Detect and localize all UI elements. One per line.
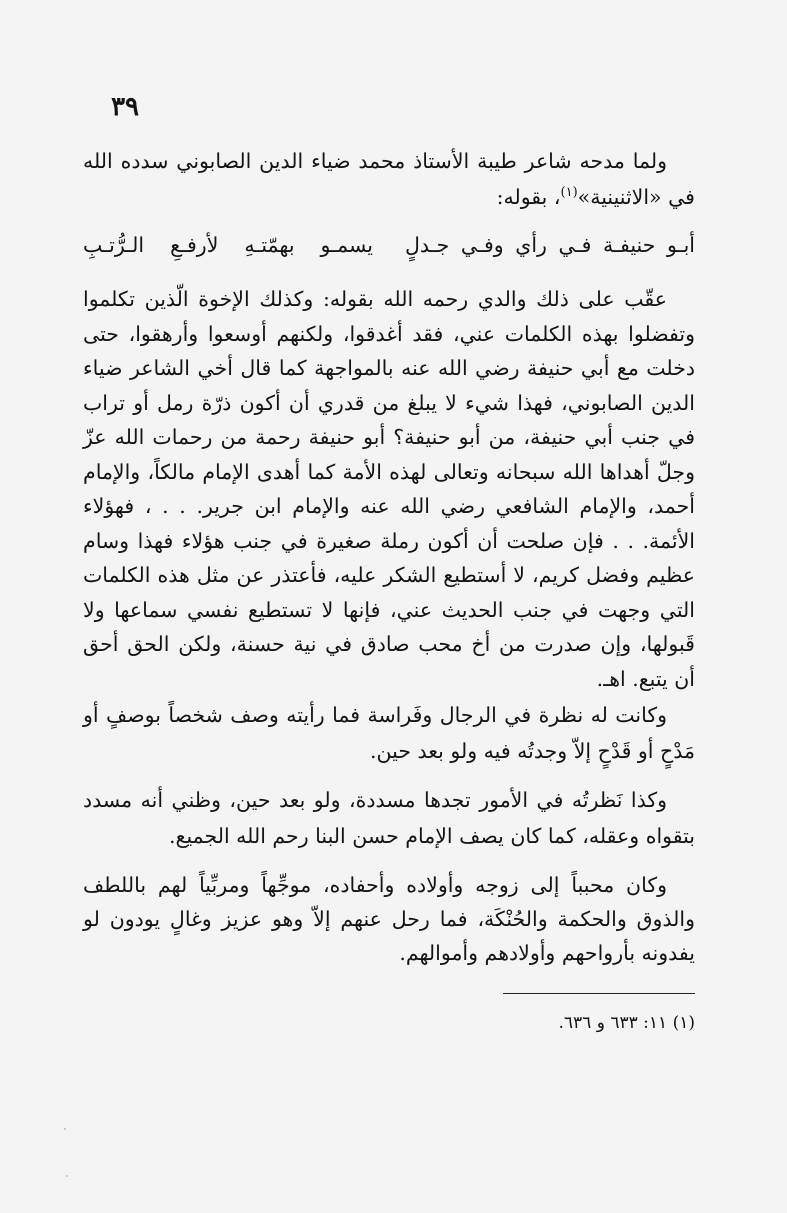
- verse-first-hemistich: أبـو حنيفـة فـي رأي وفـي جـدلٍ: [405, 233, 695, 257]
- page-number: ٣٩: [111, 92, 139, 122]
- footnote-divider: [503, 993, 695, 994]
- footnote-reference: (١): [560, 185, 578, 201]
- footnote: (١) ١١: ٦٣٣ و ٦٣٦.: [558, 1013, 695, 1033]
- intro-paragraph: [83, 143, 695, 215]
- verse-second-hemistich: يسمـو بهمّتـهِ لأرفـعِ الـرُّتـبِ: [83, 233, 373, 257]
- scan-speck: [64, 1128, 66, 1130]
- main-paragraph: عقّب على ذلك والدي رحمه الله بقوله: وكذلك الإخوة الّذين تكلموا وتفضلوا بهذه الكلمات عني، فقد أغدقوا، ولكنهم أوسعوا وأرهقوا، حتى دخلت مع أبي حنيفة رضي الله عنه بالمواجهة كما قال أخي الشاعر ضياء الدين الصابوني، فهذا شيء لا يبلغ من قدري أن أكون ذرّة رمل أو تراب في جنب أبي حنيفة، من أبو حنيفة؟ أبو حنيفة رحمة من رحمات الله عزّ وجلّ أهداها الله سبحانه وتعالى لهذه الأمة كما أهدى الإمام مالكاً، والإمام أحمد، والإمام الشافعي رضي الله عنه والإمام ابن جرير. . . ، فهؤلاء الأئمة. . . فإن صلحت أن أكون رملة صغيرة في جنب هؤلاء فهذا وسام عظيم وفضل كريم، لا أستطيع الشكر عليه، فأعتذر عن مثل هذه الكلمات التي وجهت في جنب الحديث عني، فإنها لا تستطيع نفسي سماعها ولا قَبولها، وإن صدرت من أخ محب صادق في نية حسنة، ولكن الحق أحق أن يتبع. اهـ.: [83, 287, 695, 691]
- insight-paragraph: وكانت له نظرة في الرجال وفَراسة فما رأيته وصف شخصاً بوصفٍ أو مَدْحٍ أو قَدْحٍ إلاّ وجدتُه فيه ولو بعد حين.: [83, 703, 695, 763]
- intro-tail: ، بقوله:: [496, 185, 561, 209]
- family-paragraph: وكان محبباً إلى زوجه وأولاده وأحفاده، موجِّهاً ومربِّياً لهم باللطف والذوق والحكمة والحُنْكَة، فما رحل عنهم إلاّ وهو عزيز وغالٍ يودون لو يفدونه بأرواحهم وأولادهم وأموالهم.: [83, 873, 695, 965]
- intro-text: ولما مدحه شاعر طيبة الأستاذ محمد ضياء الدين الصابوني سدده الله في «الاثنينية»: [83, 149, 695, 209]
- poem-verse: [83, 227, 695, 263]
- scan-speck: [66, 1175, 68, 1177]
- view-paragraph: وكذا نَظرتُه في الأمور تجدها مسددة، ولو بعد حين، وظني أنه مسدد بتقواه وعقله، كما كان يصف الإمام حسن البنا رحم الله الجميع.: [83, 788, 695, 848]
